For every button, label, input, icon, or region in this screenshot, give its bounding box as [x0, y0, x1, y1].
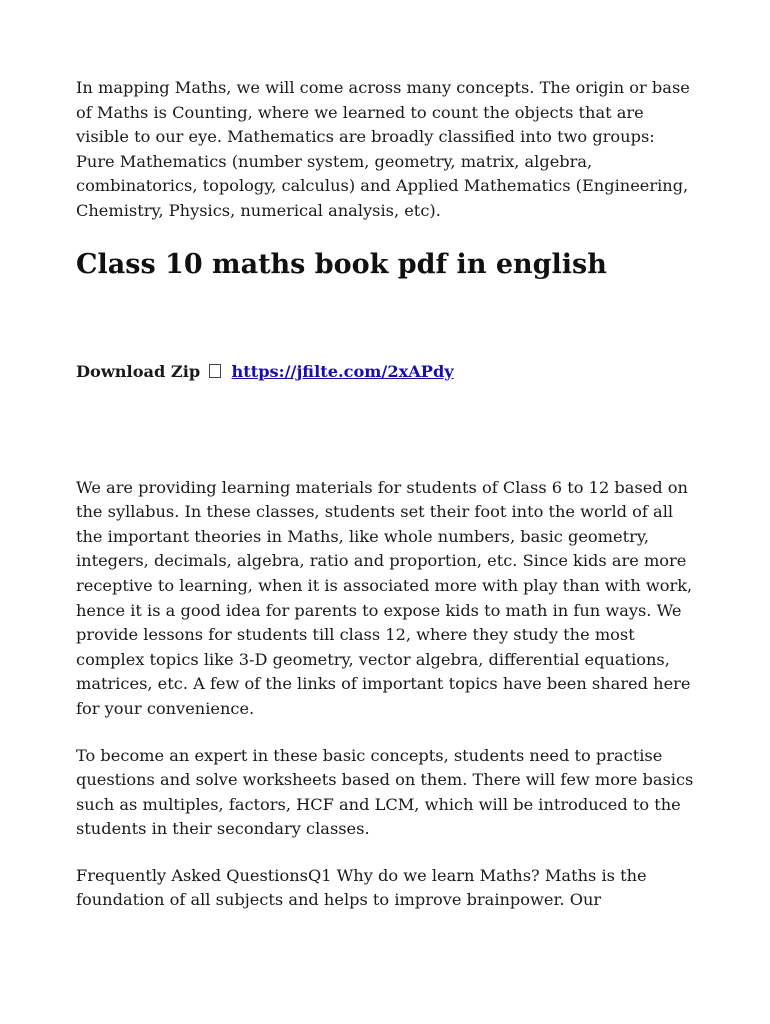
- download-line: [76, 360, 696, 384]
- expert-paragraph: To become an expert in these basic concepts, students need to practise questions and solve worksheets based on them. There will few more basics such as multiples, factors, HCF and LCM, which will be introduced to the students in their secondary classes.: [76, 745, 694, 839]
- intro-paragraph: In mapping Maths, we will come across many concepts. The origin or base of Maths is Counting, where we learned to count the objects that are visible to our eye. Mathematics are broadly classified into two groups: Pure Mathematics (number system, geometry, matrix, algebra, combinatorics, topology, calculus) and Applied Mathematics (Engineering, Chemistry, Physics, numerical analysis, etc).: [76, 78, 690, 220]
- faq-paragraph: Frequently Asked QuestionsQ1 Why do we learn Maths? Maths is the foundation of all subjects and helps to improve brainpower. Our: [76, 865, 647, 910]
- document-page: [76, 76, 696, 913]
- download-label: Download Zip: [76, 361, 201, 381]
- page-title: Class 10 maths book pdf in english: [76, 248, 607, 280]
- arrow-icon: [209, 364, 221, 378]
- materials-paragraph: We are providing learning materials for students of Class 6 to 12 based on the syllabus. In these classes, students set their foot into the world of all the important theories in Maths, like whole numbers, basic geometry, integers, decimals, algebra, ratio and proportion, etc. Since kids are more receptive to learning, when it is associated more with play than with work, hence it is a good idea for parents to expose kids to math in fun ways. We provide lessons for students till class 12, where they study the most complex topics like 3-D geometry, vector algebra, differential equations, matrices, etc. A few of the links of important topics have been shared here for your convenience.: [76, 477, 693, 718]
- download-link[interactable]: https://jfilte.com/2xAPdy: [231, 361, 454, 381]
